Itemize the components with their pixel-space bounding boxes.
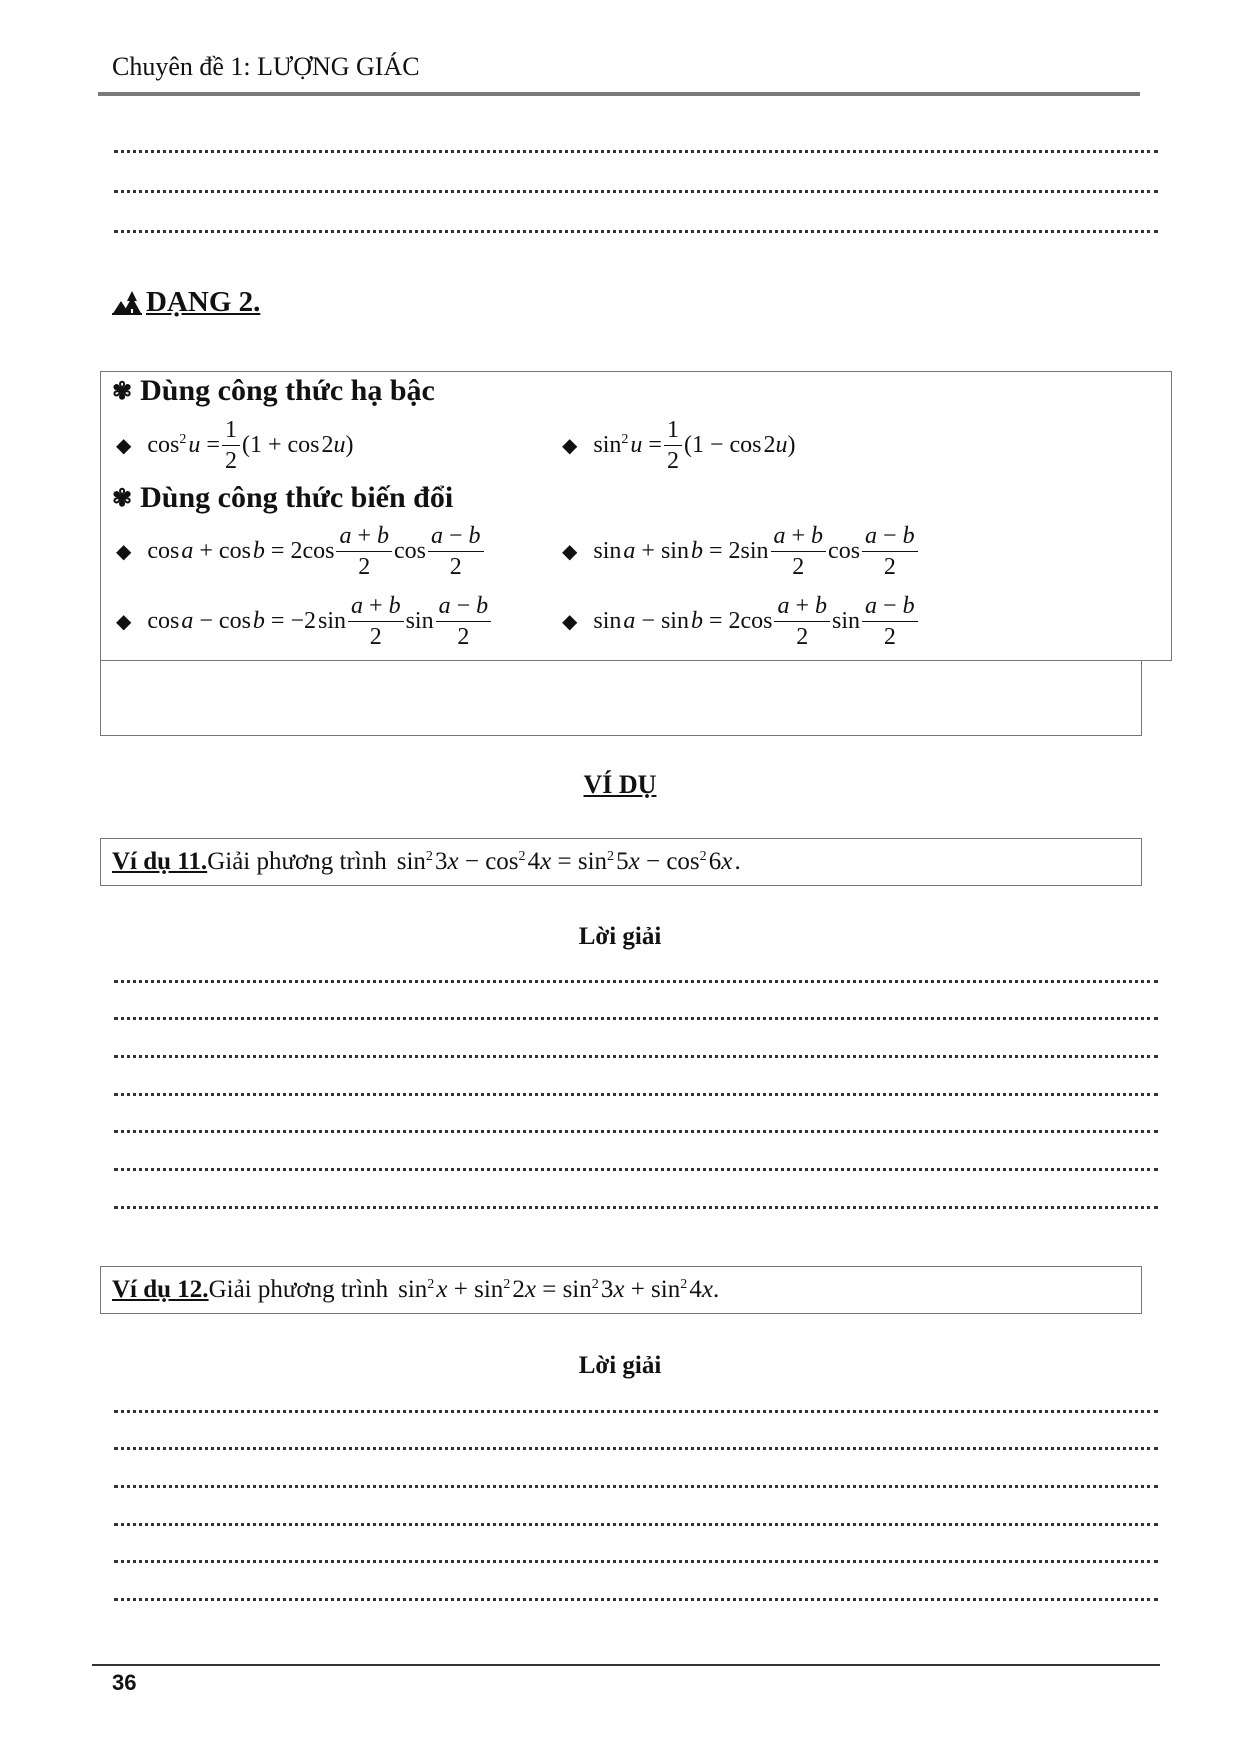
section-title: DẠNG 2. <box>146 286 261 318</box>
dotted-answer-line <box>114 1206 1158 1209</box>
page-number: 36 <box>112 1670 137 1695</box>
dotted-answer-line <box>114 1093 1158 1096</box>
header-title: Chuyên đề 1: LƯỢNG GIÁC <box>112 52 420 81</box>
diamond-bullet-icon: ◆ <box>116 611 132 633</box>
example-prompt: Giải phương trình <box>207 848 387 875</box>
dotted-answer-line <box>114 1485 1158 1488</box>
diamond-bullet-icon: ◆ <box>562 611 578 633</box>
dotted-answer-line <box>114 1410 1158 1413</box>
dotted-answer-line <box>114 230 1158 233</box>
examples-title <box>0 770 1240 800</box>
dotted-answer-line <box>114 980 1158 983</box>
example-prompt: Giải phương trình <box>208 1276 389 1303</box>
fleur-icon: ✾ <box>112 485 133 512</box>
example-12-box <box>100 1266 1142 1314</box>
empty-note-box <box>100 660 1142 736</box>
solution-label: Lời giải <box>578 1352 662 1379</box>
dotted-answer-line <box>114 150 1158 153</box>
dotted-answer-line <box>114 1598 1158 1601</box>
formula-cos-sum: ◆ cos a + cos b = 2cos $\frac{a + b}{2}$ cos $\frac{a - b}{2}$ <box>116 524 486 579</box>
section-heading <box>112 286 260 319</box>
dotted-answer-line <box>114 1523 1158 1526</box>
example-label: Ví dụ 11. <box>112 848 208 875</box>
solution-label: Lời giải <box>578 923 662 950</box>
tree-mountain-icon <box>112 291 142 315</box>
dotted-answer-line <box>114 1560 1158 1563</box>
example-11-box <box>100 838 1142 886</box>
formula-cos2-reduction: ◆ $\cos^2$ u = $\frac{1}{2}$ (1 + cos 2u) <box>116 417 354 474</box>
dotted-answer-line <box>114 1055 1158 1058</box>
header-divider <box>98 92 1140 96</box>
example-equation: $\sin^2$ $3x - \cos^2$ $4x = \sin^2$ $5x - \cos^2$ 6x . <box>396 848 741 875</box>
examples-title-text: VÍ DỤ <box>583 770 657 799</box>
formula-sin-sum: ◆ sin a + sin b = 2sin $\frac{a + b}{2}$ cos $\frac{a - b}{2}$ <box>562 524 920 579</box>
diamond-bullet-icon: ◆ <box>562 541 578 563</box>
heading-power-reduction-text: Dùng công thức hạ bậc <box>140 374 435 407</box>
footer-divider <box>92 1664 1160 1666</box>
diamond-bullet-icon: ◆ <box>116 435 132 457</box>
formula-sin2-reduction: ◆ $\sin^2$ u = $\frac{1}{2}$ (1 − cos 2u) <box>562 417 796 474</box>
dotted-answer-line <box>114 190 1158 193</box>
dotted-answer-line <box>114 1447 1158 1450</box>
formula-cos-difference: ◆ cos a − cos b = −2 sin $\frac{a + b}{2}$ sin $\frac{a - b}{2}$ <box>116 594 493 649</box>
fleur-icon: ✾ <box>112 378 133 405</box>
dotted-answer-line <box>114 1017 1158 1020</box>
heading-sum-to-product-text: Dùng công thức biến đổi <box>140 481 454 514</box>
example-equation: $\sin^2$ $x + \sin^2$ $2x = \sin^2$ $3x + \sin^2$ 4x. <box>398 1276 720 1303</box>
diamond-bullet-icon: ◆ <box>116 541 132 563</box>
formula-sin-difference: ◆ sin a − sin b = 2cos $\frac{a + b}{2}$ sin $\frac{a - b}{2}$ <box>562 594 920 649</box>
diamond-bullet-icon: ◆ <box>562 435 578 457</box>
heading-sum-to-product <box>112 481 453 515</box>
dotted-answer-line <box>114 1130 1158 1133</box>
dotted-answer-line <box>114 1168 1158 1171</box>
example-label: Ví dụ 12. <box>112 1276 209 1303</box>
heading-power-reduction <box>112 374 435 408</box>
